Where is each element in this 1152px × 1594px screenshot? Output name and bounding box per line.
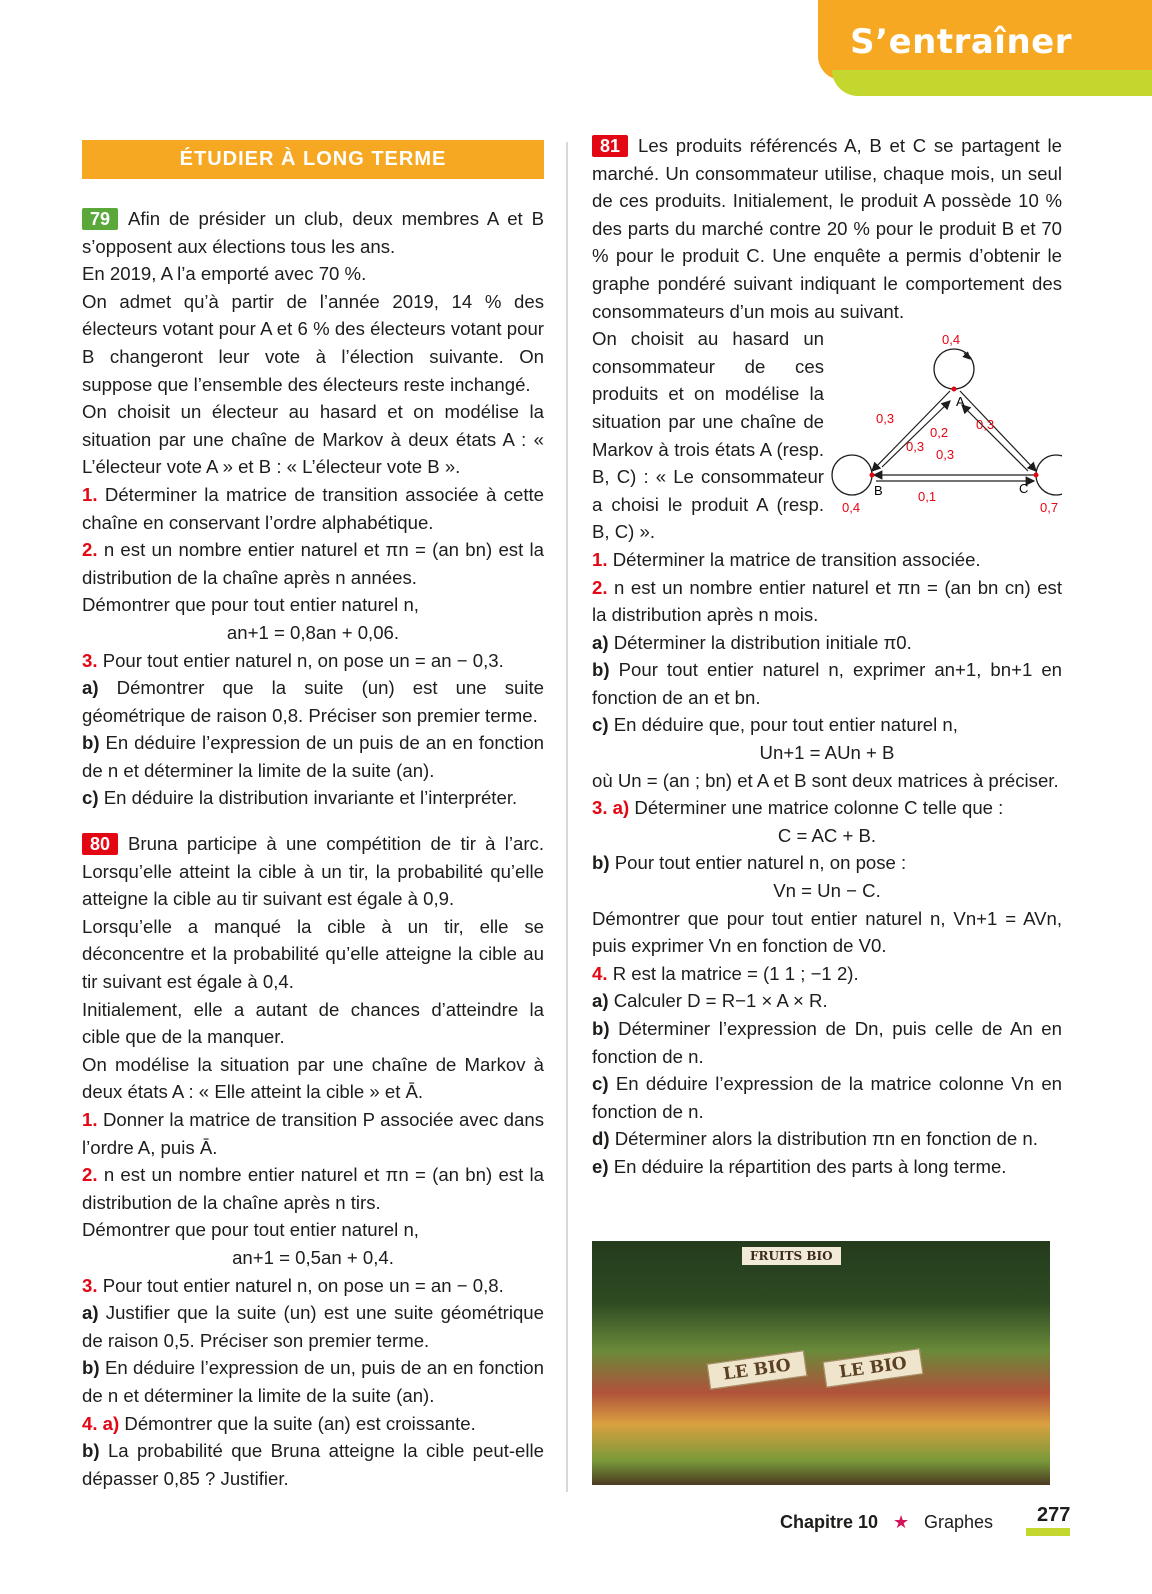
q-text: En déduire que, pour tout entier naturel n, <box>613 714 958 736</box>
exercise-81-q3a <box>592 794 1062 822</box>
exercise-79-q2b: Démontrer que pour tout entier naturel n, <box>82 594 419 616</box>
loop-c <box>1036 455 1062 495</box>
exercise-79-line-3: On admet qu’à partir de l’année 2019, 14 % des électeurs votant pour A et 6 % des électeurs votant pour B changeront leur vote à l’élection suivante. On suppose que l’ensemble des électeurs reste inchangé. <box>82 290 544 395</box>
exercise-80-q3b <box>82 1354 544 1409</box>
footer-title: Graphes <box>924 1512 994 1532</box>
exercise-81-q4a <box>592 987 1062 1015</box>
photo-crate-label: LE BIO <box>707 1350 808 1389</box>
exercise-79-q3a <box>82 674 544 729</box>
exercise-81-side-text: On choisit au hasard un consommateur de ces produits et on modélise la situation par une chaîne de Markov à trois états A (resp. B, C) : « Le consommateur a choisi le produit A (resp. B, C) ». <box>592 328 824 543</box>
node-b-label: B <box>874 483 883 499</box>
column-divider <box>566 142 568 1492</box>
exercise-81-q4b <box>592 1015 1062 1070</box>
weight-loop-a: 0,4 <box>942 332 961 348</box>
q-text: Déterminer alors la distribution πn en fonction de n. <box>614 1128 1038 1150</box>
exercise-79-line-4: On choisit un électeur au hasard et on modélise la situation par une chaîne de Markov à deux états A : « L’électeur vote A » et B : « L’électeur vote B ». <box>82 401 544 478</box>
q-text: La probabilité que Bruna atteigne la cible peut-elle dépasser 0,85 ? Justifier. <box>82 1440 544 1489</box>
q-number: 1. <box>82 483 98 505</box>
exercise-81-q2b <box>592 656 1062 711</box>
exercise-81-q3b <box>592 849 1062 877</box>
exercise-79-line-1: Afin de présider un club, deux membres A et B s’opposent aux élections tous les ans. <box>82 208 544 257</box>
page-title: S’entraîner <box>850 22 1072 62</box>
left-column <box>82 140 544 1492</box>
node-b-dot <box>870 473 875 478</box>
q-number: 4. a) <box>82 1412 120 1434</box>
q-number: 1. <box>592 548 608 570</box>
weight-c-to-b: 0,3 <box>936 447 955 463</box>
q-text: n est un nombre entier naturel et πn = (an bn) est la distribution de la chaîne après n tirs. <box>82 1164 544 1213</box>
q-text: Déterminer la matrice de transition associée. <box>612 548 981 570</box>
q-text: En déduire l’expression de la matrice colonne Vn en fonction de n. <box>592 1073 1063 1122</box>
exercise-81-q4 <box>592 960 1062 988</box>
exercise-81-q2 <box>592 574 1062 629</box>
q-number: 1. <box>82 1109 98 1130</box>
exercise-81-q1 <box>592 546 1062 574</box>
exercise-81-q3b-equation: Vn = Un − C. <box>773 880 881 902</box>
exercise-80-line-2: Lorsqu’elle a manqué la cible à un tir, elle se déconcentre et la probabilité qu’elle atteigne la cible au tir suivant est égale à 0,4. <box>82 915 544 993</box>
star-icon: ★ <box>893 1512 910 1532</box>
exercise-80 <box>82 830 544 1492</box>
exercise-81-graph-row <box>592 325 1062 546</box>
exercise-79-q2-equation: an+1 = 0,8an + 0,06. <box>226 621 400 643</box>
exercise-81-q2a <box>592 629 1062 657</box>
weight-a-to-c: 0,3 <box>976 417 995 433</box>
node-a-label: A <box>956 394 965 410</box>
edge-a-c <box>960 391 1036 471</box>
q-label: b) <box>592 659 610 681</box>
exercise-79-badge: 79 <box>82 208 118 230</box>
q-text: n est un nombre entier naturel et πn = (an bn cn) est la distribution après n mois. <box>592 576 1063 626</box>
exercise-81-intro <box>592 132 1062 325</box>
q-text: En déduire l’expression de un puis de an en fonction de n et déterminer la limite de la suite (an). <box>82 732 544 781</box>
weight-b-to-c: 0,1 <box>918 489 937 505</box>
q-label: c) <box>82 787 99 809</box>
q-label: e) <box>592 1155 609 1177</box>
exercise-80-q2-equation: an+1 = 0,5an + 0,4. <box>232 1246 394 1268</box>
q-text: R est la matrice = (1 1 ; −1 2). <box>612 962 859 984</box>
exercise-80-q3 <box>82 1272 544 1300</box>
exercise-80-q2 <box>82 1161 544 1216</box>
loop-b <box>832 455 872 495</box>
exercise-80-badge: 80 <box>82 833 118 855</box>
q-number: 2. <box>592 576 608 598</box>
q-label: c) <box>592 714 609 736</box>
exercise-80-line-4: On modélise la situation par une chaîne de Markov à deux états A : « Elle atteint la cible » et Ā. <box>82 1053 544 1103</box>
q-text: En déduire la répartition des parts à long terme. <box>613 1155 1007 1177</box>
section-header: ÉTUDIER À LONG TERME <box>82 140 544 179</box>
photo-crate-label: LE BIO <box>823 1348 924 1387</box>
exercise-81-q4e <box>592 1153 1062 1181</box>
exercise-81-q3c: Démontrer que pour tout entier naturel n, Vn+1 = AVn, puis exprimer Vn en fonction de V0. <box>592 907 1062 957</box>
q-number: 2. <box>82 1164 98 1186</box>
exercise-81 <box>592 132 1062 1181</box>
exercise-80-intro <box>82 830 544 913</box>
q-text: Démontrer que la suite (an) est croissante. <box>124 1412 476 1434</box>
spacer <box>82 812 544 830</box>
q-text: En déduire l’expression de un, puis de an en fonction de n et déterminer la limite de la suite (an). <box>82 1357 544 1406</box>
q-label: a) <box>82 1302 99 1324</box>
exercise-80-line-3: Initialement, elle a autant de chances d’atteindre la cible que de la manquer. <box>82 998 544 1048</box>
exercise-81-badge: 81 <box>592 135 628 157</box>
exercise-81-q2c-where: où Un = (an ; bn) et A et B sont deux matrices à préciser. <box>592 769 1059 791</box>
weight-c-to-a: 0,3 <box>906 439 925 455</box>
q-text: Justifier que la suite (un) est une suite géométrique de raison 0,5. Préciser son premier terme. <box>82 1302 544 1351</box>
node-c-dot <box>1034 473 1039 478</box>
q-text: Pour tout entier naturel n, on pose : <box>614 852 907 874</box>
q-number: 3. <box>82 1274 98 1296</box>
weight-b-to-a: 0,2 <box>930 425 949 441</box>
market-photo <box>592 1241 1050 1485</box>
exercise-79-q3b <box>82 729 544 784</box>
exercise-80-q1 <box>82 1106 544 1161</box>
page-number-underline <box>1026 1528 1070 1536</box>
q-text: Pour tout entier naturel n, on pose un = an − 0,8. <box>102 1274 504 1296</box>
exercise-79 <box>82 205 544 812</box>
q-number: 2. <box>82 539 98 561</box>
photo-sign: FRUITS BIO <box>742 1247 841 1265</box>
exercise-80-q2b: Démontrer que pour tout entier naturel n, <box>82 1219 419 1241</box>
q-text: Déterminer une matrice colonne C telle que : <box>634 797 1004 819</box>
weight-loop-c: 0,7 <box>1040 500 1059 516</box>
markov-graph <box>824 325 1062 521</box>
q-text: Donner la matrice de transition P associée avec dans l’ordre A, puis Ā. <box>82 1109 544 1158</box>
exercise-81-q4c <box>592 1070 1062 1125</box>
exercise-81-q2c-equation: Un+1 = AUn + B <box>759 742 895 764</box>
exercise-81-q2c <box>592 711 1062 739</box>
q-number: 3. a) <box>592 797 630 819</box>
header-banner-accent <box>832 70 1152 96</box>
exercise-81-intro-text: Les produits référencés A, B et C se partagent le marché. Un consommateur utilise, chaque mois, un seul de ces produits. Initialement, le produit A possède 10 % des parts du marché contre 20 % pour le produit B et 70 % pour le produit C. Une enquête a permis d’obtenir le graphe pondéré suivant indiquant le comportement des consommateurs d’un mois au suivant. <box>592 135 1062 322</box>
q-label: c) <box>592 1073 609 1095</box>
exercise-81-q4d <box>592 1125 1062 1153</box>
exercise-80-q4b <box>82 1437 544 1492</box>
q-text: Calculer D = R−1 × A × R. <box>613 990 828 1012</box>
node-a-dot <box>952 387 957 392</box>
exercise-79-line-2: En 2019, A l’a emporté avec 70 %. <box>82 263 367 285</box>
exercise-79-intro <box>82 205 544 260</box>
q-number: 3. <box>82 649 98 671</box>
q-label: d) <box>592 1128 610 1150</box>
weight-loop-b: 0,4 <box>842 500 861 516</box>
q-label: a) <box>592 990 609 1012</box>
right-column <box>592 132 1062 1181</box>
q-text: Démontrer que la suite (un) est une suite géométrique de raison 0,8. Préciser son premier terme. <box>82 677 544 726</box>
q-text: Pour tout entier naturel n, exprimer an+1, bn+1 en fonction de an et bn. <box>592 659 1063 708</box>
exercise-79-q2 <box>82 536 544 591</box>
q-text: En déduire la distribution invariante et l’interpréter. <box>103 787 518 809</box>
exercise-79-q1 <box>82 481 544 536</box>
weight-a-to-b: 0,3 <box>876 411 895 427</box>
q-label: b) <box>82 732 100 754</box>
edge-c-a <box>962 405 1028 471</box>
q-text: Déterminer la distribution initiale π0. <box>613 631 912 653</box>
q-label: b) <box>592 1018 610 1039</box>
exercise-80-q4a <box>82 1410 544 1438</box>
q-text: Déterminer l’expression de Dn, puis celle de An en fonction de n. <box>592 1018 1062 1067</box>
exercise-80-q3a <box>82 1299 544 1354</box>
q-text: n est un nombre entier naturel et πn = (an bn) est la distribution de la chaîne après n années. <box>82 539 544 588</box>
q-text: Pour tout entier naturel n, on pose un = an − 0,3. <box>102 649 504 671</box>
markov-graph-edges <box>832 349 1062 495</box>
page-number: 277 <box>1037 1504 1071 1526</box>
exercise-81-q3a-equation: C = AC + B. <box>777 824 877 846</box>
loop-a <box>934 349 974 389</box>
q-label: b) <box>82 1440 100 1462</box>
q-label: a) <box>82 677 99 699</box>
footer-chapter: Chapitre 10 <box>780 1512 879 1532</box>
q-text: Déterminer la matrice de transition associée à cette chaîne en conservant l’ordre alphabétique. <box>82 483 545 533</box>
node-c-label: C <box>1019 481 1029 497</box>
exercise-80-line-1: Bruna participe à une compétition de tir à l’arc. Lorsqu’elle atteint la cible à un tir, la probabilité qu’elle atteigne la cible au tir suivant est égale à 0,9. <box>82 833 544 910</box>
exercise-79-q3 <box>82 647 544 675</box>
exercise-79-q3c <box>82 784 544 812</box>
q-number: 4. <box>592 962 608 984</box>
q-label: b) <box>82 1357 100 1379</box>
q-label: a) <box>592 631 609 653</box>
q-label: b) <box>592 852 610 874</box>
